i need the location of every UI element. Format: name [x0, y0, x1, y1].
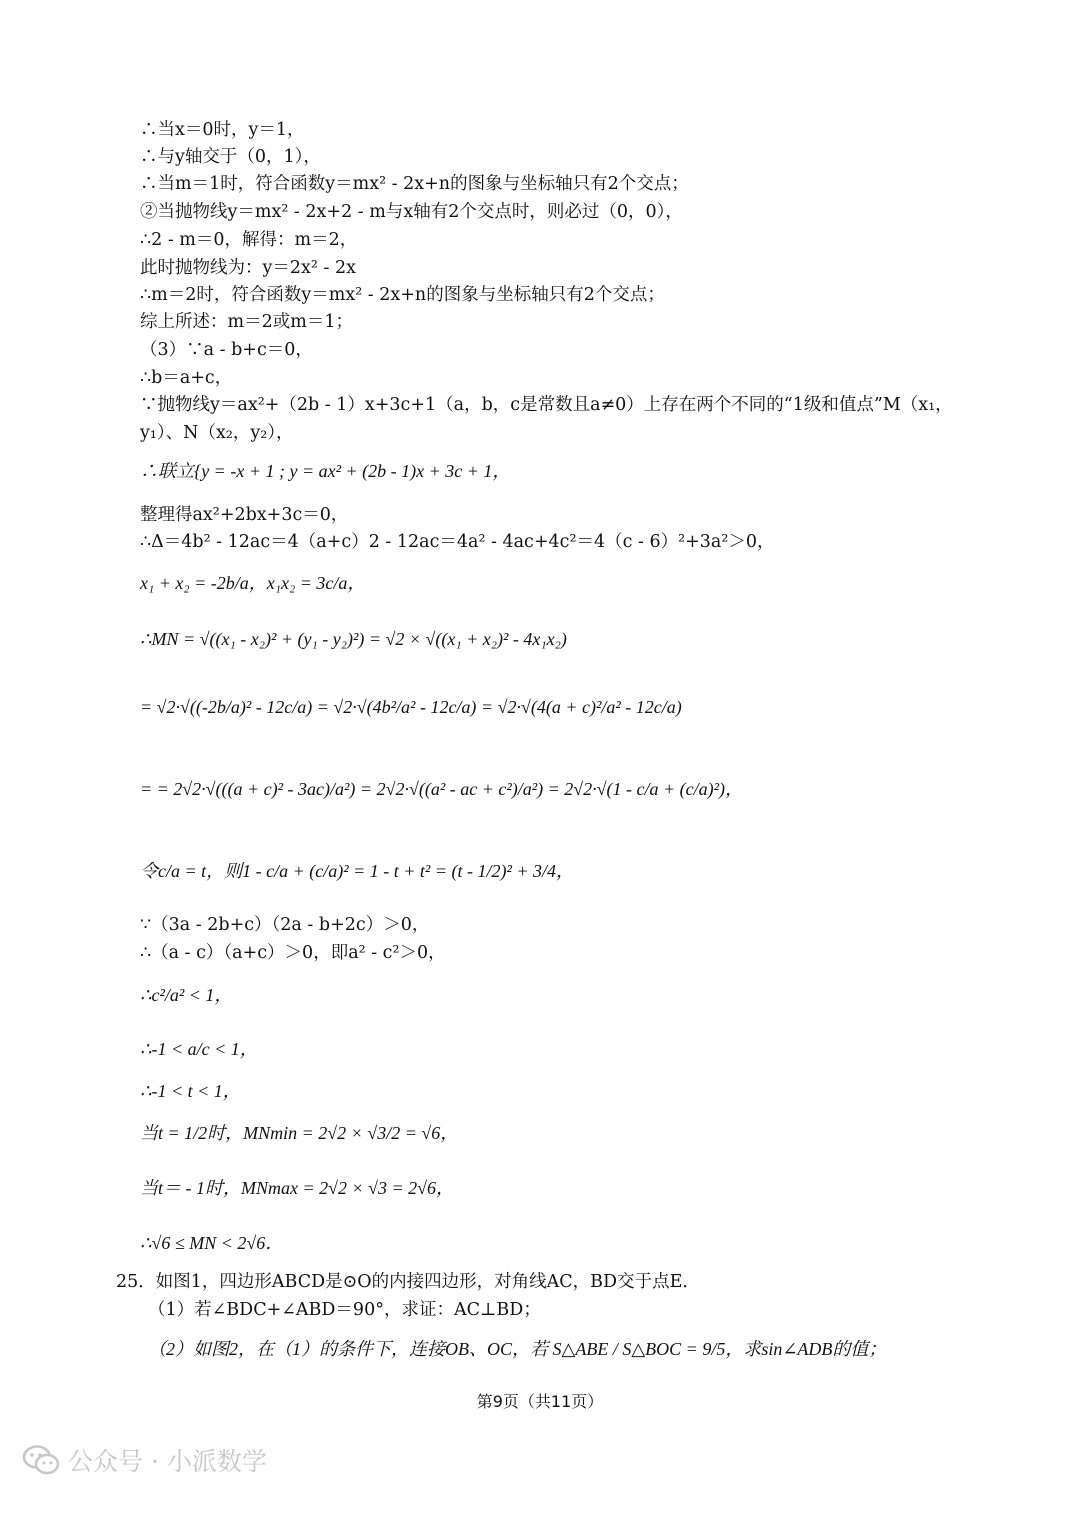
- formula-line: ∴√6 ≤ MN < 2√6．: [140, 1233, 284, 1253]
- formula-line: ∴-1 < a/c < 1，: [140, 1039, 258, 1059]
- watermark: [22, 1442, 267, 1478]
- system-of-equations: ∴联立{y = -x + 1 ; y = ax² + (2b - 1)x + 3c + 1，: [140, 461, 511, 481]
- solution-line: 整理得ax²+2bx+3c＝0，: [140, 505, 349, 525]
- solution-line: ∵（3a - 2b+c）（2a - b+2c）＞0，: [140, 915, 430, 935]
- formula-line: ∴-1 < t < 1，: [140, 1081, 241, 1101]
- wechat-icon: [22, 1444, 60, 1476]
- formula-line: ∴c²/a² < 1，: [140, 985, 233, 1005]
- page-footer: 第9页（共11页）: [476, 1392, 604, 1411]
- solution-line: （3）∵a - b+c＝0，: [140, 340, 313, 360]
- solution-line: ∴当x＝0时，y＝1，: [140, 120, 305, 140]
- solution-line: ∴与y轴交于（0，1），: [140, 147, 321, 167]
- solution-line: ∴Δ＝4b² - 12ac＝4（a+c）2 - 12ac＝4a² - 4ac+4c²＝4（c - 6）²+3a²＞0，: [140, 532, 775, 552]
- formula-line: = = 2√2·√(((a + c)² - 3ac)/a²) = 2√2·√((a² - ac + c²)/a²) = 2√2·√(1 - c/a + (c/a)²)，: [140, 779, 744, 799]
- formula-line: = √2·√((-2b/a)² - 12c/a) = √2·√(4b²/a² - 12c/a) = √2·√(4(a + c)²/a² - 12c/a): [140, 697, 682, 717]
- solution-line: ∵抛物线y＝ax²+（2b - 1）x+3c+1（a，b，c是常数且a≠0）上存在两个不同的“1级和值点”M（x₁，: [140, 395, 953, 415]
- problem-25-title: 25．如图1，四边形ABCD是⊙O的内接四边形，对角线AC，BD交于点E．: [116, 1272, 700, 1292]
- problem-25-part-2: （2）如图2，在（1）的条件下，连接OB、OC，若 S△ABE / S△BOC = 9/5，求sin∠ADB的值；: [148, 1339, 887, 1359]
- formula-line: 令c/a = t，则1 - c/a + (c/a)² = 1 - t + t² = (t - 1/2)² + 3/4，: [140, 861, 575, 881]
- watermark-text: 公众号 · 小派数学: [68, 1447, 267, 1476]
- solution-line: ∴（a - c）（a+c）＞0，即a² - c²＞0，: [140, 943, 446, 963]
- solution-line: ∴b＝a+c，: [140, 368, 233, 388]
- solution-line: 此时抛物线为：y＝2x² - 2x: [140, 258, 356, 278]
- solution-line: 综上所述：m＝2或m＝1；: [140, 312, 353, 332]
- formula-line: x₁ + x₂ = -2b/a，x₁x₂ = 3c/a，: [140, 573, 366, 593]
- formula-line: 当t＝ - 1时，MNmax = 2√2 × √3 = 2√6，: [140, 1178, 455, 1198]
- solution-line: ∴m＝2时，符合函数y＝mx² - 2x+n的图象与坐标轴只有2个交点；: [140, 285, 665, 305]
- problem-25-part-1: （1）若∠BDC+∠ABD＝90°，求证：AC⊥BD；: [148, 1300, 541, 1320]
- solution-line: y₁）、N（x₂，y₂），: [140, 423, 294, 443]
- solution-line: ②当抛物线y＝mx² - 2x+2 - m与x轴有2个交点时，则必过（0，0），: [140, 202, 683, 222]
- formula-line: 当t = 1/2时，MNmin = 2√2 × √3/2 = √6，: [140, 1123, 459, 1143]
- solution-line: ∴当m＝1时，符合函数y＝mx² - 2x+n的图象与坐标轴只有2个交点；: [140, 174, 689, 194]
- solution-line: ∴2 - m＝0，解得：m＝2，: [140, 230, 358, 250]
- formula-line: ∴MN = √((x₁ - x₂)² + (y₁ - y₂)²) = √2 × √((x₁ + x₂)² - 4x₁x₂): [140, 629, 567, 649]
